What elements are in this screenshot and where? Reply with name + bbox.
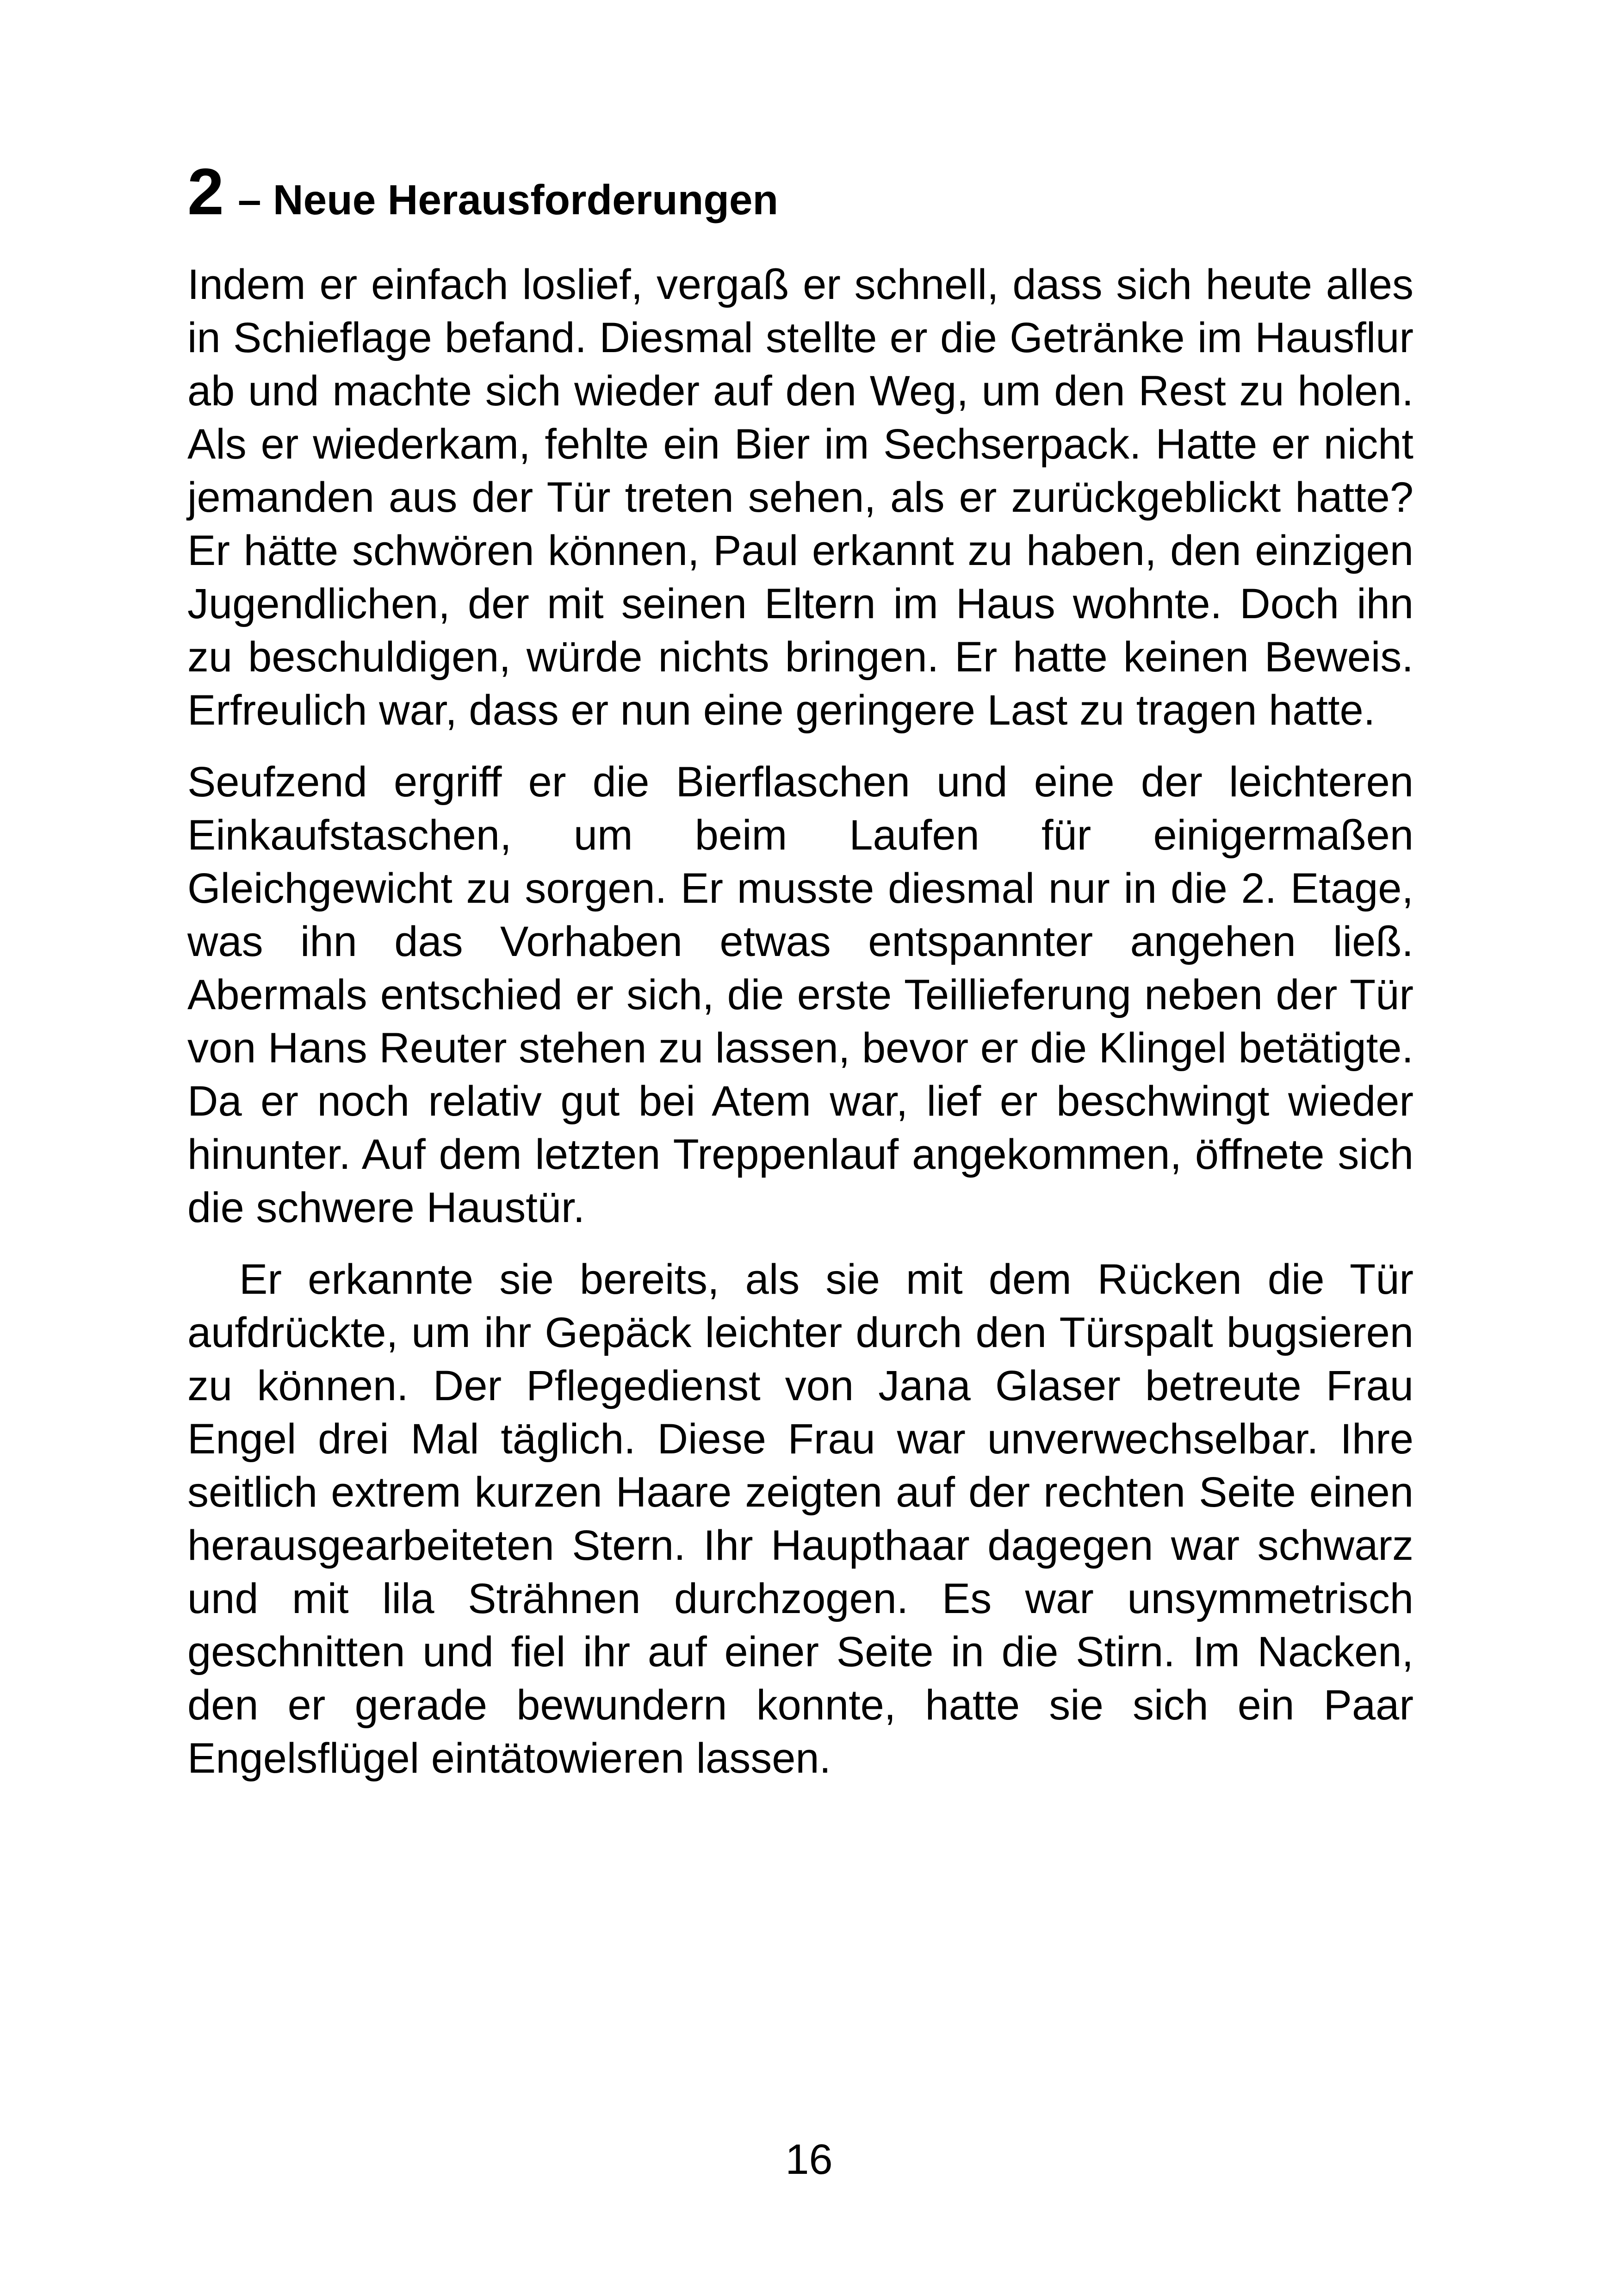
chapter-number: 2 bbox=[187, 155, 224, 229]
paragraph: Indem er einfach loslief, vergaß er schnell, dass sich heute alles in Schieflage befand. Diesmal stellte er die Getränke im Hausflur ab und machte sich wieder auf den Weg, um den Rest zu holen. Als er wiederkam, fehlte ein Bier im Sechserpack. Hatte er nicht jemanden aus der Tür treten sehen, als er zurückgeblickt hatte? Er hätte schwören können, Paul erkannt zu haben, den einzigen Jugendlichen, der mit seinen Eltern im Haus wohnte. Doch ihn zu beschuldigen, würde nichts bringen. Er hatte keinen Beweis. Erfreulich war, dass er nun eine geringere Last zu tragen hatte. bbox=[187, 261, 1413, 734]
paragraph: Seufzend ergriff er die Bierflaschen und eine der leichteren Einkaufstaschen, um beim Laufen für einigermaßen Gleichgewicht zu sorgen. Er musste diesmal nur in die 2. Etage, was ihn das Vorhaben etwas entspannter angehen ließ. Abermals entschied er sich, die erste Teillieferung neben der Tür von Hans Reuter stehen zu lassen, bevor er die Klingel betätigte. Da er noch relativ gut bei Atem war, lief er beschwingt wieder hinunter. Auf dem letzten Treppenlauf angekommen, öffnete sich die schwere Haustür. bbox=[187, 758, 1413, 1231]
chapter-heading bbox=[187, 155, 1413, 229]
paragraph: Er erkannte sie bereits, als sie mit dem Rücken die Tür aufdrückte, um ihr Gepäck leichter durch den Türspalt bugsieren zu können. Der Pflegedienst von Jana Glaser betreute Frau Engel drei Mal täglich. Diese Frau war unverwechselbar. Ihre seitlich extrem kurzen Haare zeigten auf der rechten Seite einen herausgearbeiteten Stern. Ihr Haupthaar dagegen war schwarz und mit lila Strähnen durchzogen. Es war unsymmetrisch geschnitten und fiel ihr auf einer Seite in die Stirn. Im Nacken, den er gerade bewundern konnte, hatte sie sich ein Paar Engelsflügel eintätowieren lassen. bbox=[187, 1256, 1413, 1782]
page-content bbox=[187, 155, 1413, 1804]
chapter-title: – Neue Herausforderungen bbox=[237, 177, 779, 223]
page-number: 16 bbox=[785, 2136, 833, 2183]
